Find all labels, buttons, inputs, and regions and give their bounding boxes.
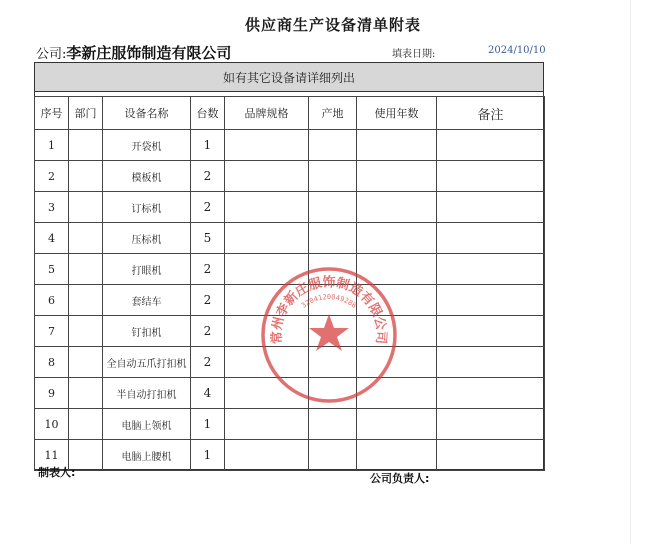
cell-no: 4 — [35, 223, 69, 254]
cell-note — [437, 254, 545, 285]
seal-star-icon — [309, 314, 349, 351]
cell-brand — [225, 192, 309, 223]
header-name: 设备名称 — [103, 97, 191, 130]
cell-name: 套结车 — [103, 285, 191, 316]
company-label: 公司: — [36, 47, 67, 62]
cell-brand — [225, 223, 309, 254]
cell-brand — [225, 161, 309, 192]
cell-name: 订标机 — [103, 192, 191, 223]
cell-dept — [69, 161, 103, 192]
cell-name: 钉扣机 — [103, 316, 191, 347]
header-qty: 台数 — [191, 97, 225, 130]
cell-years — [357, 409, 437, 440]
cell-qty: 2 — [191, 285, 225, 316]
cell-dept — [69, 316, 103, 347]
header-origin: 产地 — [309, 97, 357, 130]
cell-name: 打眼机 — [103, 254, 191, 285]
preparer-label: 制表人: — [38, 466, 76, 479]
cell-no: 9 — [35, 378, 69, 409]
header-years: 使用年数 — [357, 97, 437, 130]
cell-years — [357, 130, 437, 161]
cell-origin — [309, 223, 357, 254]
cell-note — [437, 378, 545, 409]
cell-origin — [309, 409, 357, 440]
fill-date-value: 2024/10/10 — [488, 45, 546, 56]
cell-years — [357, 223, 437, 254]
cell-years — [357, 440, 437, 471]
fill-date-label: 填表日期: — [392, 49, 436, 60]
cell-qty: 2 — [191, 161, 225, 192]
cell-dept — [69, 409, 103, 440]
company-name: 李新庄服饰制造有限公司 — [66, 44, 232, 62]
cell-qty: 2 — [191, 316, 225, 347]
cell-name: 开袋机 — [103, 130, 191, 161]
cell-no: 7 — [35, 316, 69, 347]
cell-note — [437, 223, 545, 254]
cell-name: 电脑上领机 — [103, 409, 191, 440]
cell-no: 2 — [35, 161, 69, 192]
cell-no: 5 — [35, 254, 69, 285]
cell-note — [437, 347, 545, 378]
seal-serial: 3204120049288 — [299, 293, 359, 310]
manager-label: 公司负责人: — [370, 472, 430, 485]
header-note: 备注 — [437, 97, 545, 130]
cell-dept — [69, 285, 103, 316]
cell-name: 模板机 — [103, 161, 191, 192]
cell-note — [437, 285, 545, 316]
cell-years — [357, 161, 437, 192]
cell-note — [437, 192, 545, 223]
document-title: 供应商生产设备清单附表 — [244, 16, 421, 34]
cell-qty: 1 — [191, 440, 225, 471]
cell-qty: 1 — [191, 130, 225, 161]
cell-no: 11 — [35, 440, 69, 471]
seal-arc-text: 常州李新庄服饰制造有限公司 — [269, 275, 389, 345]
cell-dept — [69, 192, 103, 223]
cell-brand — [225, 440, 309, 471]
table-row — [35, 223, 545, 254]
cell-dept — [69, 378, 103, 409]
cell-brand — [225, 409, 309, 440]
table-row — [35, 192, 545, 223]
cell-name: 半自动打扣机 — [103, 378, 191, 409]
header-brand: 品牌规格 — [225, 97, 309, 130]
table-row — [35, 440, 545, 471]
cell-brand — [225, 130, 309, 161]
cell-note — [437, 409, 545, 440]
cell-qty: 4 — [191, 378, 225, 409]
cell-note — [437, 316, 545, 347]
cell-no: 10 — [35, 409, 69, 440]
table-row — [35, 130, 545, 161]
cell-dept — [69, 254, 103, 285]
cell-note — [437, 130, 545, 161]
cell-note — [437, 440, 545, 471]
cell-dept — [69, 130, 103, 161]
cell-origin — [309, 192, 357, 223]
cell-origin — [309, 161, 357, 192]
cell-name: 全自动五爪打扣机 — [103, 347, 191, 378]
cell-no: 3 — [35, 192, 69, 223]
table-row — [35, 409, 545, 440]
cell-dept — [69, 347, 103, 378]
header-row — [35, 97, 545, 130]
banner-note: 如有其它设备请详细列出 — [34, 62, 544, 92]
cell-origin — [309, 440, 357, 471]
header-no: 序号 — [35, 97, 69, 130]
company-seal — [258, 264, 400, 406]
cell-qty: 2 — [191, 254, 225, 285]
cell-name: 电脑上腰机 — [103, 440, 191, 471]
cell-no: 8 — [35, 347, 69, 378]
cell-qty: 1 — [191, 409, 225, 440]
cell-no: 6 — [35, 285, 69, 316]
cell-years — [357, 192, 437, 223]
cell-origin — [309, 130, 357, 161]
cell-qty: 2 — [191, 192, 225, 223]
cell-no: 1 — [35, 130, 69, 161]
table-row — [35, 161, 545, 192]
company-line — [36, 42, 231, 63]
cell-dept — [69, 223, 103, 254]
page-edge — [630, 0, 631, 544]
cell-note — [437, 161, 545, 192]
cell-qty: 5 — [191, 223, 225, 254]
cell-qty: 2 — [191, 347, 225, 378]
header-dept: 部门 — [69, 97, 103, 130]
cell-name: 压标机 — [103, 223, 191, 254]
